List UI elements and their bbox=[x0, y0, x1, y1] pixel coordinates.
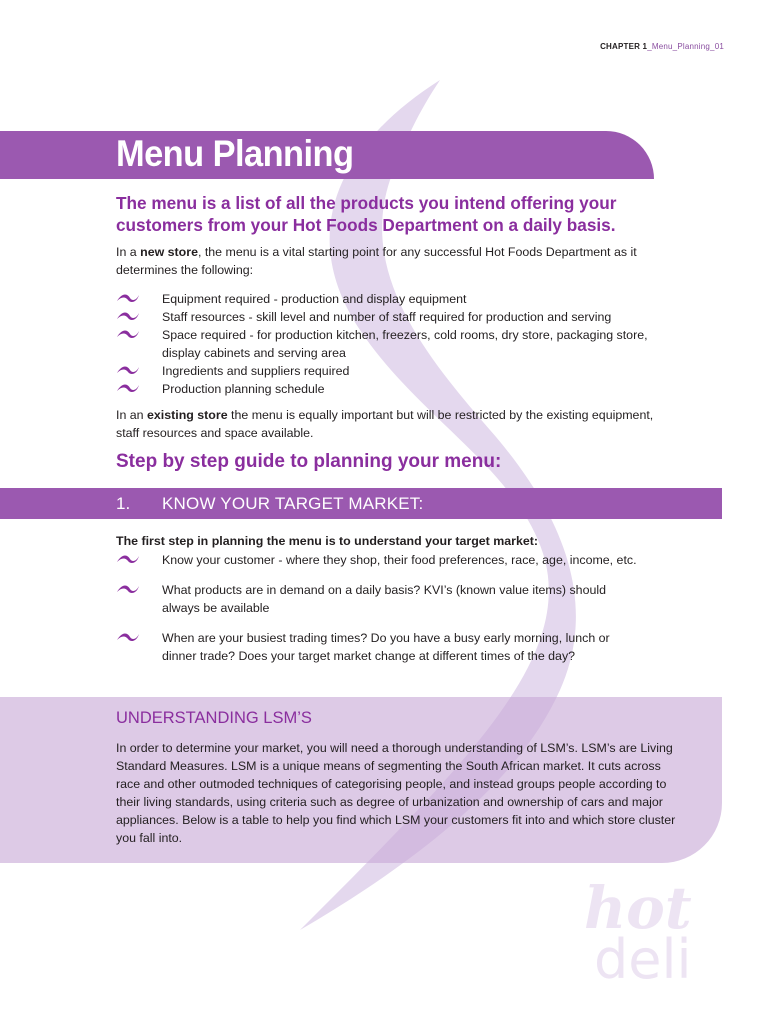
logo-hot: hot bbox=[584, 874, 692, 942]
target-intro: The first step in planning the menu is to understand your target market: bbox=[116, 534, 539, 548]
lsm-heading: UNDERSTANDING LSM’S bbox=[116, 709, 312, 727]
requirement-text: Ingredients and suppliers required bbox=[162, 364, 350, 378]
intro-pre: In a bbox=[116, 245, 141, 259]
swirl-bullet-icon bbox=[116, 328, 140, 340]
intro-paragraph bbox=[116, 243, 676, 279]
target-text: What products are in demand on a daily basis? KVI’s (known value items) should always be available bbox=[162, 583, 606, 615]
lead-paragraph: The menu is a list of all the products you intend offering your customers from your Hot Foods Department on a daily basis. bbox=[116, 193, 617, 235]
hot-deli-logo bbox=[580, 870, 740, 990]
requirements-list bbox=[116, 290, 656, 398]
existing-bold: existing store bbox=[147, 408, 228, 422]
swirl-bullet-icon bbox=[116, 382, 140, 394]
requirement-text: Staff resources - skill level and number of staff required for production and serving bbox=[162, 310, 612, 324]
requirement-text: Space required - for production kitchen, freezers, cold rooms, dry store, packaging store, display cabinets and serving area bbox=[162, 328, 648, 360]
section-title: KNOW YOUR TARGET MARKET: bbox=[162, 494, 424, 513]
logo-deli: deli bbox=[594, 928, 692, 990]
list-item bbox=[116, 362, 656, 380]
list-item bbox=[116, 581, 646, 617]
section-number: 1. bbox=[116, 494, 131, 513]
requirement-text: Equipment required - production and display equipment bbox=[162, 292, 467, 306]
chapter-label-rest: _Menu_Planning_01 bbox=[647, 42, 724, 51]
swirl-bullet-icon bbox=[116, 553, 140, 565]
chapter-label bbox=[600, 42, 724, 51]
list-item bbox=[116, 326, 656, 362]
existing-post: the menu is equally important but will be restricted by the existing equipment, staff resources and space available. bbox=[116, 408, 654, 440]
swirl-bullet-icon bbox=[116, 583, 140, 595]
chapter-label-bold: CHAPTER 1 bbox=[600, 42, 648, 51]
swirl-bullet-icon bbox=[116, 631, 140, 643]
list-item bbox=[116, 629, 646, 665]
target-list bbox=[116, 551, 646, 665]
list-item bbox=[116, 308, 656, 326]
swirl-bullet-icon bbox=[116, 310, 140, 322]
target-text: When are your busiest trading times? Do you have a busy early morning, lunch or dinner trade? Does your target market change at different times of the day? bbox=[162, 631, 610, 663]
requirement-text: Production planning schedule bbox=[162, 382, 325, 396]
target-text: Know your customer - where they shop, their food preferences, race, age, income, etc. bbox=[162, 553, 637, 567]
lsm-body: In order to determine your market, you will need a thorough understanding of LSM’s. LSM’s are Living Standard Measures. LSM is a unique means of segmenting the South African market. It cuts across race and other outmoded techniques of categorising people, and instead groups people according to their living standards, using criteria such as degree of urbanization and ownership of cars and major appliances. Below is a table to help you find which LSM your customers fit into and which store cluster you fall into. bbox=[116, 741, 676, 845]
intro-bold: new store bbox=[140, 245, 198, 259]
intro-post: , the menu is a vital starting point for any successful Hot Foods Department as it determines the following: bbox=[116, 245, 637, 277]
page-title: Menu Planning bbox=[116, 133, 354, 174]
swirl-bullet-icon bbox=[116, 364, 140, 376]
list-item bbox=[116, 380, 656, 398]
list-item bbox=[116, 290, 656, 308]
list-item bbox=[116, 551, 646, 569]
step-guide-heading: Step by step guide to planning your menu: bbox=[116, 451, 502, 472]
existing-pre: In an bbox=[116, 408, 148, 422]
existing-store-paragraph bbox=[116, 406, 676, 442]
swirl-bullet-icon bbox=[116, 292, 140, 304]
